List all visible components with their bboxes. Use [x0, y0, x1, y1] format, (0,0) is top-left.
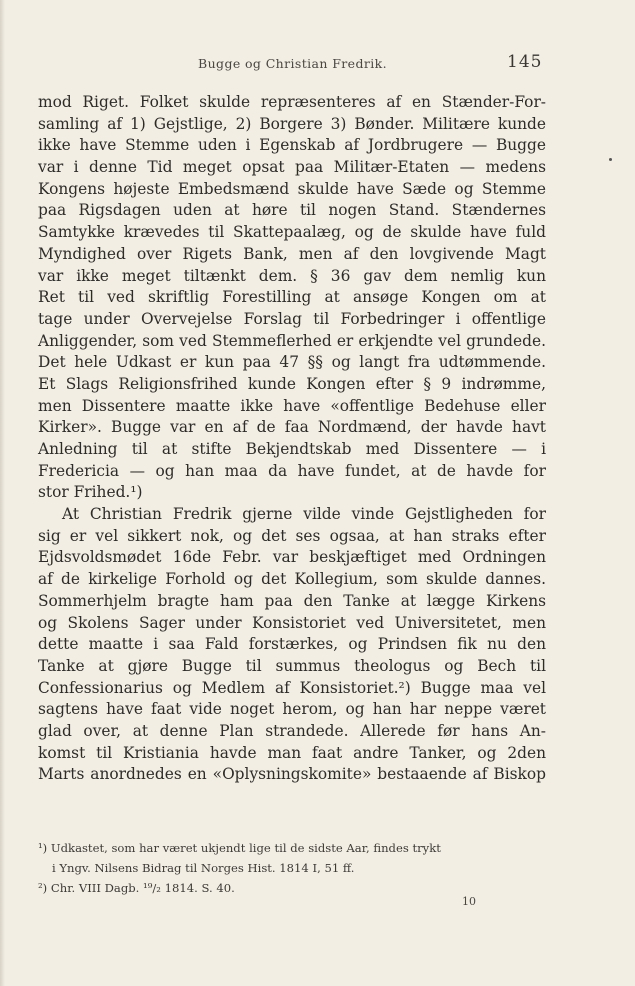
footnote-1-continued: i Yngv. Nilsens Bidrag til Norges Hist. 1814 I, 51 ff. [52, 861, 355, 875]
text-line: Confessionarius og Medlem af Konsistoriet.²) Bugge maa vel [38, 678, 546, 697]
text-line: Tanke at gjøre Bugge til summus theologus og Bech til [38, 656, 546, 675]
text-line: Det hele Udkast er kun paa 47 §§ og langt fra udtømmende. [38, 353, 546, 372]
body-text [38, 92, 546, 786]
text-line: var i denne Tid meget opsat paa Militær-Etaten — medens [38, 158, 546, 177]
text-line: glad over, at denne Plan strandede. Allerede før hans An- [38, 721, 546, 740]
footnotes [38, 838, 548, 898]
text-line: dette maatte i saa Fald forstærkes, og Prindsen fik nu den [38, 635, 546, 654]
text-line: sagtens have faat vide noget herom, og han har neppe været [38, 700, 546, 719]
text-line: Fredericia — og han maa da have fundet, at de havde for [38, 461, 546, 480]
text-line-paragraph-end: stor Frihed.¹) [38, 483, 143, 502]
signature-mark: 10 [462, 895, 476, 908]
text-line: sig er vel sikkert nok, og det ses ogsaa, at han straks efter [38, 526, 546, 545]
text-line: Kirker». Bugge var en af de faa Nordmænd, der havde havt [38, 418, 546, 437]
text-line: mod Riget. Folket skulde repræsenteres af en Stænder-For- [38, 93, 546, 111]
text-line: Samtykke krævedes til Skattepaalæg, og de skulde have fuld [38, 223, 546, 242]
text-line: Anliggender, som ved Stemmeflerhed er erkjendte vel grundede. [38, 331, 546, 350]
running-title: Bugge og Christian Fredrik. [198, 56, 387, 71]
text-line: Ejdsvoldsmødet 16de Febr. var beskjæftiget med Ordningen [38, 548, 546, 567]
text-line-paragraph-start: At Christian Fredrik gjerne vilde vinde Gejstligheden for [62, 505, 546, 524]
text-line: af de kirkelige Forhold og det Kollegium, som skulde dannes. [38, 570, 546, 589]
text-line: Et Slags Religionsfrihed kunde Kongen efter § 9 indrømme, [38, 374, 546, 393]
print-speck [609, 158, 612, 161]
text-line: Anledning til at stifte Bekjendtskab med Dissentere — i [38, 440, 546, 458]
text-line: men Dissentere maatte ikke have «offentlige Bedehuse eller [38, 396, 546, 415]
footnote-1: ¹) Udkastet, som har været ukjendt lige til de sidste Aar, findes trykt [38, 841, 441, 855]
text-line: Ret til ved skriftlig Forestilling at ansøge Kongen om at [38, 288, 546, 307]
page-edge [0, 0, 5, 986]
text-line: tage under Overvejelse Forslag til Forbedringer i offentlige [38, 309, 546, 328]
text-line: Kongens højeste Embedsmænd skulde have Sæde og Stemme [38, 179, 546, 198]
text-line: Marts anordnedes en «Oplysningskomite» bestaaende af Biskop [38, 765, 546, 784]
text-line: Sommerhjelm bragte ham paa den Tanke at lægge Kirkens [38, 591, 546, 610]
text-line: og Skolens Sager under Konsistoriet ved Universitetet, men [38, 613, 546, 632]
page-number: 145 [507, 52, 543, 72]
text-line: komst til Kristiania havde man faat andre Tanker, og 2den [38, 743, 546, 762]
text-line: var ikke meget tiltænkt dem. § 36 gav dem nemlig kun [38, 266, 546, 285]
text-line: samling af 1) Gejstlige, 2) Borgere 3) Bønder. Militære kunde [38, 114, 546, 133]
running-head [0, 52, 635, 82]
text-line: Myndighed over Rigets Bank, men af den lovgivende Magt [38, 244, 546, 263]
text-line: ikke have Stemme uden i Egenskab af Jordbrugere — Bugge [38, 136, 546, 155]
text-line: paa Rigsdagen uden at høre til nogen Stand. Stændernes [38, 201, 546, 220]
footnote-2: ²) Chr. VIII Dagb. ¹⁹/₂ 1814. S. 40. [38, 881, 235, 895]
